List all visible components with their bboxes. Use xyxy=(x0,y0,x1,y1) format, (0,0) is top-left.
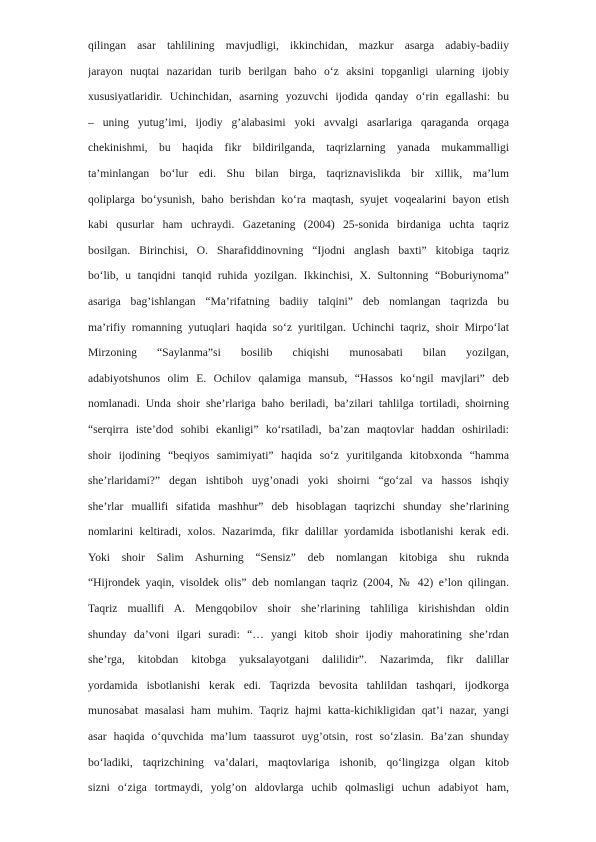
text-line: bo‘ladiki, taqrizchining va’dalari, maqtovlariga ishonib, qo‘lingizga olgan kitob xyxy=(88,755,509,769)
text-line: nomlarini keltiradi, xolos. Nazarimda, fikr dalillar yordamida isbotlanishi kerak edi. xyxy=(88,525,509,539)
text-line: – uning yutug’imi, ijodiy g’alabasimi yoki avvalgi asarlariga qaraganda orqaga xyxy=(88,115,509,129)
text-line: kabi qusurlar ham uchraydi. Gazetaning (2004) 25-sonida birdaniga uchta taqriz xyxy=(88,218,509,232)
text-line: Yoki shoir Salim Ashurning “Sensiz” deb nomlangan kitobiga shu ruknda xyxy=(88,550,509,564)
text-line: munosabat masalasi ham muhim. Taqriz hajmi katta-kichikligidan qat’i nazar, yangi xyxy=(88,704,509,718)
text-line: shunday da’voni ilgari suradi: “… yangi kitob shoir ijodiy mahoratining she’rdan xyxy=(88,627,509,641)
text-line: yordamida isbotlanishi kerak edi. Taqrizda bevosita tahlildan tashqari, ijodkorga xyxy=(88,678,509,692)
text-line: adabiyotshunos olim E. Ochilov qalamiga mansub, “Hassos ko‘ngil mavjlari” deb xyxy=(88,371,509,385)
body-text xyxy=(88,33,509,801)
text-line: chekinishmi, bu haqida fikr bildirilganda, taqrizlarning yanada mukammalligi xyxy=(88,141,509,155)
text-line: “serqirra iste’dod sohibi ekanligi” ko‘rsatiladi, ba’zan maqtovlar haddan oshiriladi: xyxy=(88,422,509,436)
text-line: Mirzoning “Saylanma”si bosilib chiqishi munosabati bilan yozilgan, xyxy=(88,346,509,360)
text-line: asar haqida o‘quvchida ma’lum taassurot uyg’otsin, rost so‘zlasin. Ba’zan shunday xyxy=(88,730,509,744)
text-line: bosilgan. Birinchisi, O. Sharafiddinovning “Ijodni anglash baxti” kitobiga taqriz xyxy=(88,243,509,257)
text-line: jarayon nuqtai nazaridan turib berilgan baho o‘z aksini topganligi ularning ijobiy xyxy=(88,64,509,78)
text-line: she’rga, kitobdan kitobga yuksalayotgani dalilidir”. Nazarimda, fikr dalillar xyxy=(88,653,509,667)
text-line: she’rlaridami?” degan ishtiboh uyg’onadi yoki shoirni “go‘zal va hassos ishqiy xyxy=(88,474,509,488)
text-line: ma’rifiy romanning yutuqlari haqida so‘z yuritilgan. Uchinchi taqriz, shoir Mirpo‘lat xyxy=(88,320,509,334)
text-line: sizni o‘ziga tortmaydi, yolg’on aldovlarga uchib qolmasligi uchun adabiyot ham, xyxy=(88,781,509,795)
text-line: nomlanadi. Unda shoir she’rlariga baho beriladi, ba’zilari tahlilga tortiladi, shoirning xyxy=(88,397,509,411)
text-line: bo‘lib, u tanqidni tanqid ruhida yozilgan. Ikkinchisi, X. Sultonning “Boburiynoma” xyxy=(88,269,509,283)
text-line: shoir ijodining “beqiyos samimiyati” haqida so‘z yuritilganda kitobxonda “hamma xyxy=(88,448,509,462)
text-line: qilingan asar tahlilining mavjudligi, ikkinchidan, mazkur asarga adabiy-badiiy xyxy=(88,39,509,52)
text-line: ta’minlangan bo‘lur edi. Shu bilan birga, taqriznavislikda bir xillik, ma’lum xyxy=(88,166,509,180)
text-line: she’rlar muallifi sifatida mashhur” deb hisoblagan taqrizchi shunday she’rlarining xyxy=(88,499,509,513)
text-line: asariga bag’ishlangan “Ma’rifatning badiiy talqini” deb nomlangan taqrizda bu xyxy=(88,294,509,308)
text-line: “Hijrondek yaqin, visoldek olis” deb nomlangan taqriz (2004, № 42) e’lon qilingan. xyxy=(88,576,509,590)
text-line: xususiyatlaridir. Uchinchidan, asarning yozuvchi ijodida qanday o‘rin egallashi: bu xyxy=(88,90,509,104)
text-line: qoliplarga bo‘ysunish, baho berishdan ko‘ra maqtash, syujet voqealarini bayon etish xyxy=(88,192,509,206)
text-line: Taqriz muallifi A. Mengqobilov shoir she’rlarining tahliliga kirishishdan oldin xyxy=(88,602,509,616)
